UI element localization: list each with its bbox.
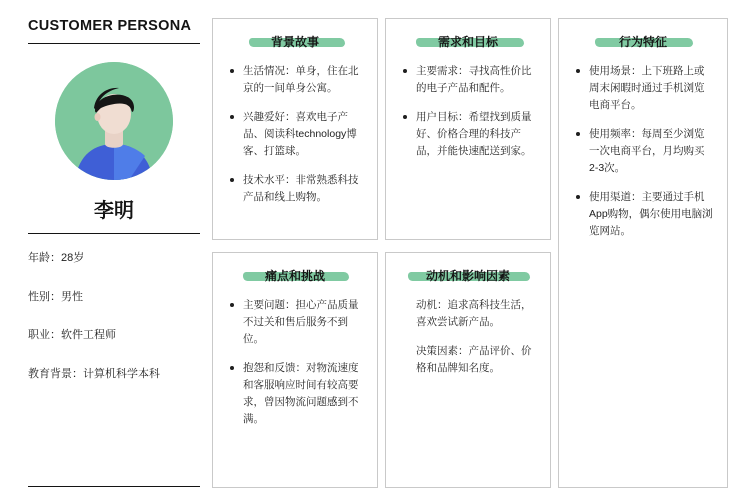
card-needs-and-goals-title: 需求和目标 [437, 35, 498, 49]
list-item: 生活情况：单身，住在北京的一间单身公寓。 [241, 63, 363, 97]
avatar-wrapper [28, 62, 200, 180]
list-item: 主要问题：担心产品质量不过关和售后服务不到位。 [241, 297, 363, 348]
card-needs-and-goals-list [400, 63, 536, 160]
page-title: CUSTOMER PERSONA [28, 18, 200, 44]
card-pain-points-header [213, 253, 377, 285]
list-item: 使用频率：每周至少浏览一次电商平台，月均购买2-3次。 [587, 126, 713, 177]
fact-occupation [28, 327, 200, 344]
fact-gender-value: 男性 [61, 290, 83, 303]
card-motivation-factors [385, 252, 551, 488]
fact-occupation-value: 软件工程师 [61, 329, 116, 341]
card-behavior-traits-body [559, 51, 727, 250]
card-background-story [212, 18, 378, 240]
fact-age-label: 年龄： [28, 252, 61, 264]
list-item: 决策因素：产品评价、价格和品牌知名度。 [416, 345, 532, 374]
card-pain-points-body [213, 285, 377, 438]
card-background-story-list [227, 63, 363, 206]
fact-education-label: 教育背景： [28, 367, 83, 380]
list-item: 兴趣爱好：喜欢电子产品、阅读科technology博客、打篮球。 [241, 109, 363, 160]
card-pain-points-title: 痛点和挑战 [264, 269, 325, 283]
fact-age-value: 28岁 [61, 252, 85, 264]
profile-column [28, 18, 200, 488]
fact-education [28, 366, 200, 383]
card-background-story-header [213, 19, 377, 51]
fact-gender-label: 性别： [28, 290, 61, 303]
card-motivation-factors-title: 动机和影响因素 [425, 269, 510, 283]
profile-bottom-divider [28, 486, 200, 487]
list-item: 抱怨和反馈：对物流速度和客服响应时间有较高要求，曾因物流问题感到不满。 [241, 360, 363, 428]
list-item: 动机：追求高科技生活，喜欢尝试新产品。 [416, 299, 532, 328]
card-background-story-body [213, 51, 377, 216]
card-pain-points [212, 252, 378, 488]
profile-facts [28, 250, 200, 382]
card-needs-and-goals-header [386, 19, 550, 51]
persona-name: 李明 [28, 194, 200, 234]
card-behavior-traits-header [559, 19, 727, 51]
card-pain-points-list [227, 297, 363, 428]
card-behavior-traits [558, 18, 728, 488]
person-avatar-illustration [55, 62, 173, 180]
card-background-story-title: 背景故事 [270, 35, 319, 49]
list-item: 主要需求：寻找高性价比的电子产品和配件。 [414, 63, 536, 97]
card-needs-and-goals-body [386, 51, 550, 170]
card-behavior-traits-title: 行为特征 [618, 35, 667, 49]
fact-gender [28, 289, 200, 306]
card-motivation-factors-body [386, 285, 550, 387]
fact-age [28, 250, 200, 267]
fact-education-value: 计算机科学本科 [83, 367, 160, 380]
list-item: 技术水平：非常熟悉科技产品和线上购物。 [241, 172, 363, 206]
list-item: 使用渠道：主要通过手机App购物，偶尔使用电脑浏览网站。 [587, 189, 713, 240]
card-needs-and-goals [385, 18, 551, 240]
list-item: 用户目标：希望找到质量好、价格合理的科技产品，并能快速配送到家。 [414, 109, 536, 160]
card-motivation-factors-header [386, 253, 550, 285]
avatar [55, 62, 173, 180]
card-motivation-factors-list [400, 297, 536, 377]
fact-occupation-label: 职业： [28, 329, 61, 341]
list-item: 使用场景：上下班路上或周末闲暇时通过手机浏览电商平台。 [587, 63, 713, 114]
card-behavior-traits-list [573, 63, 713, 240]
